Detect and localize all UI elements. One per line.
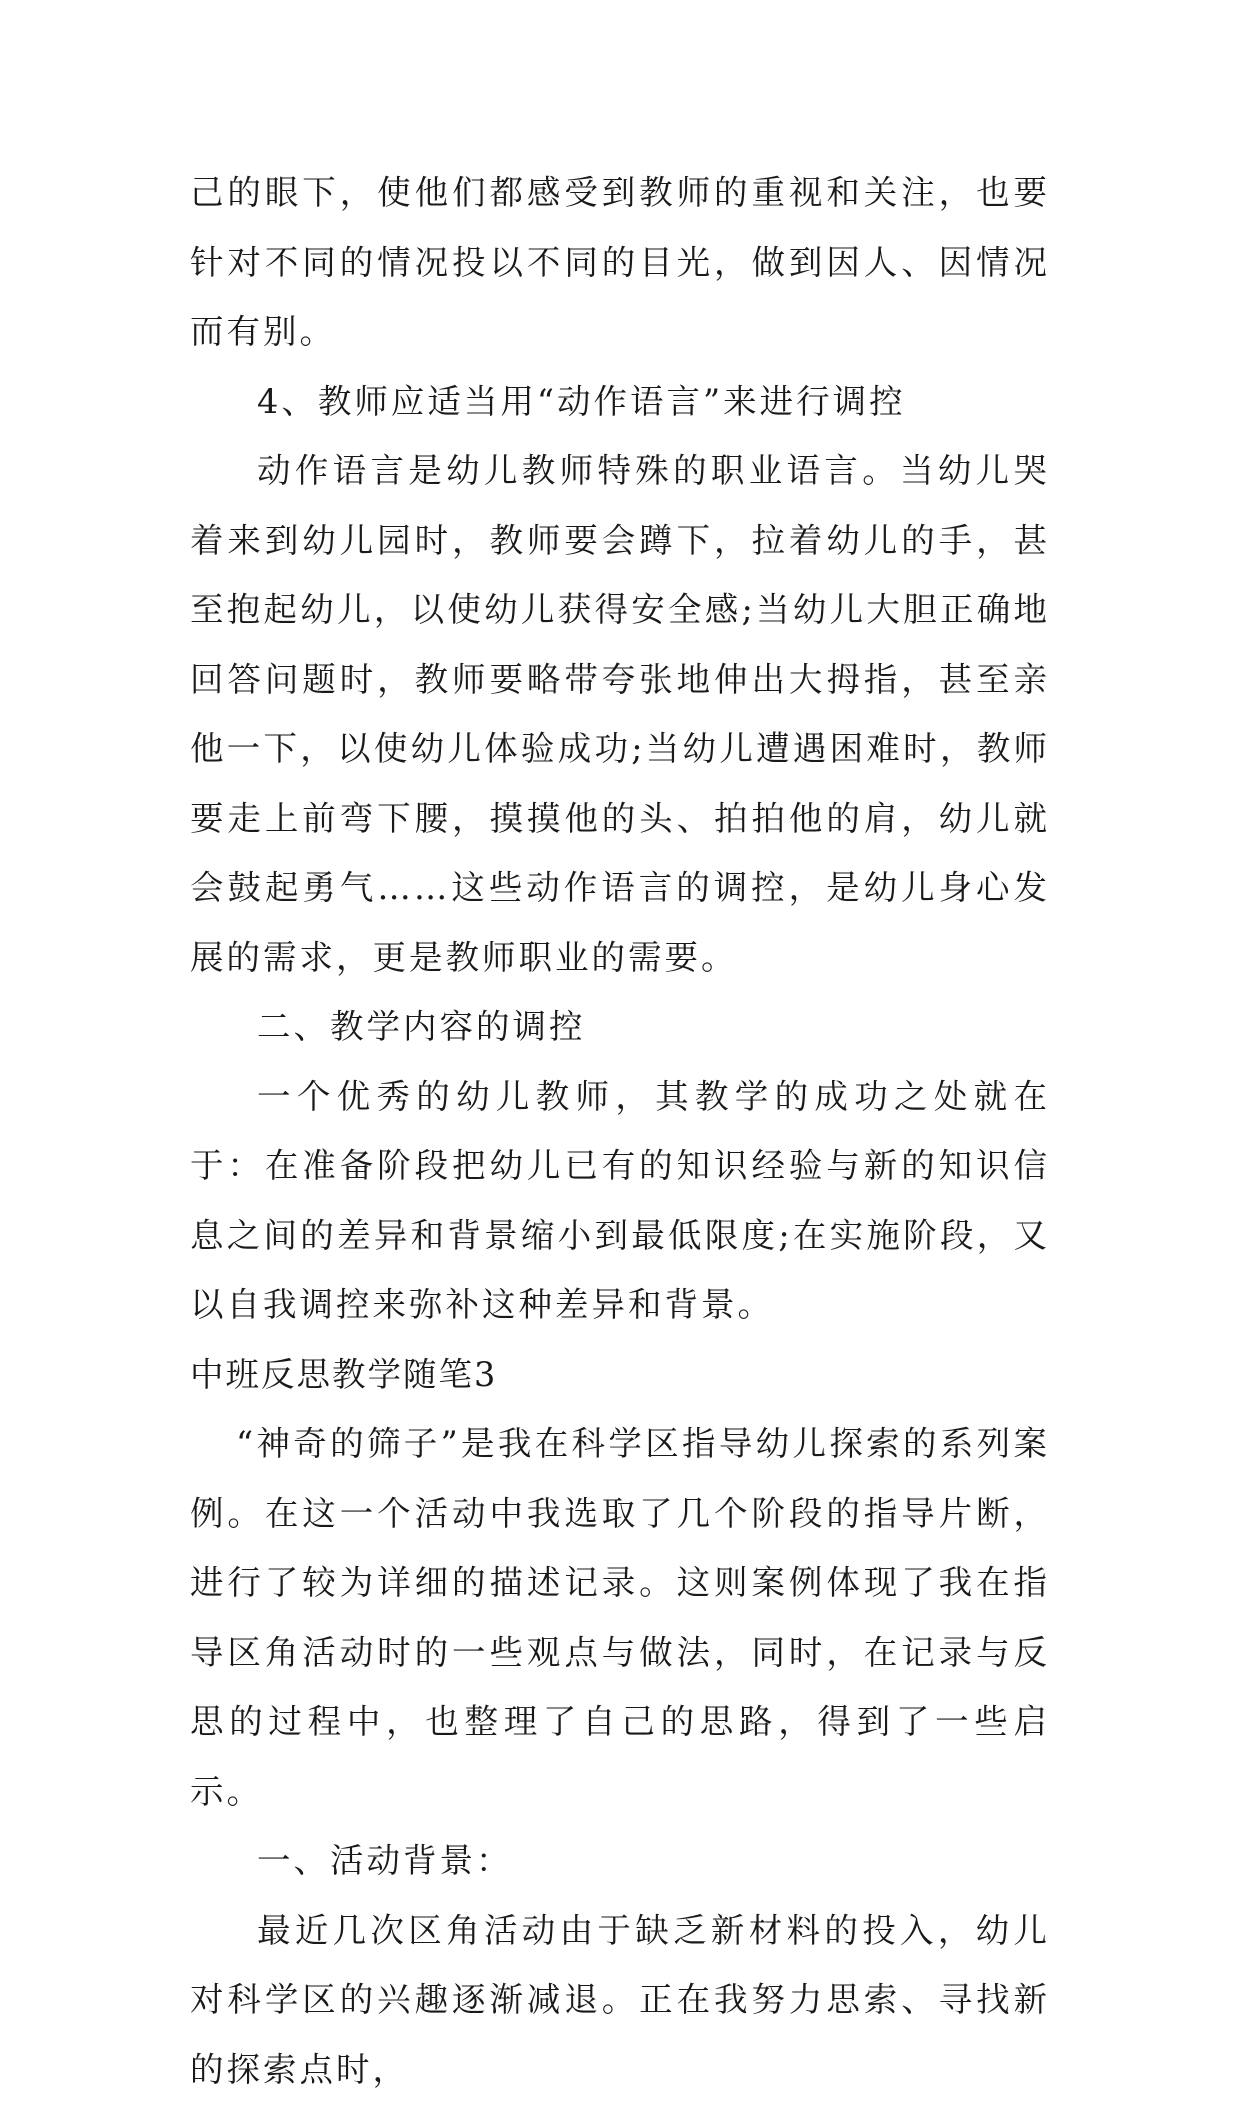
section-heading-teaching-content: 二、教学内容的调控 — [190, 992, 1050, 1062]
paragraph-activity-background: 最近几次区角活动由于缺乏新材料的投入，幼儿对科学区的兴趣逐渐减退。正在我努力思索、寻找新的探索点时， — [190, 1896, 1050, 2104]
paragraph-action-language: 动作语言是幼儿教师特殊的职业语言。当幼儿哭着来到幼儿园时，教师要会蹲下，拉着幼儿的手，甚至抱起幼儿，以使幼儿获得安全感;当幼儿大胆正确地回答问题时，教师要略带夸张地伸出大拇指，甚至亲他一下，以使幼儿体验成功;当幼儿遭遇困难时，教师要走上前弯下腰，摸摸他的头、拍拍他的肩，幼儿就会鼓起勇气……这些动作语言的调控，是幼儿身心发展的需求，更是教师职业的需要。 — [190, 436, 1050, 992]
paragraph-teaching-content: 一个优秀的幼儿教师，其教学的成功之处就在于：在准备阶段把幼儿已有的知识经验与新的知识信息之间的差异和背景缩小到最低限度;在实施阶段，又以自我调控来弥补这种差异和背景。 — [190, 1062, 1050, 1340]
document-body — [190, 158, 1050, 2104]
section-heading-activity-background: 一、活动背景： — [190, 1826, 1050, 1896]
subheading-action-language: 4、教师应适当用“动作语言”来进行调控 — [190, 367, 1050, 437]
essay-title: 中班反思教学随笔3 — [190, 1340, 1050, 1410]
paragraph-continuation: 己的眼下，使他们都感受到教师的重视和关注，也要针对不同的情况投以不同的目光，做到因人、因情况而有别。 — [190, 158, 1050, 367]
paragraph-magic-sieve-intro: “神奇的筛子”是我在科学区指导幼儿探索的系列案例。在这一个活动中我选取了几个阶段的指导片断，进行了较为详细的描述记录。这则案例体现了我在指导区角活动时的一些观点与做法，同时，在记录与反思的过程中，也整理了自己的思路，得到了一些启示。 — [190, 1409, 1050, 1826]
